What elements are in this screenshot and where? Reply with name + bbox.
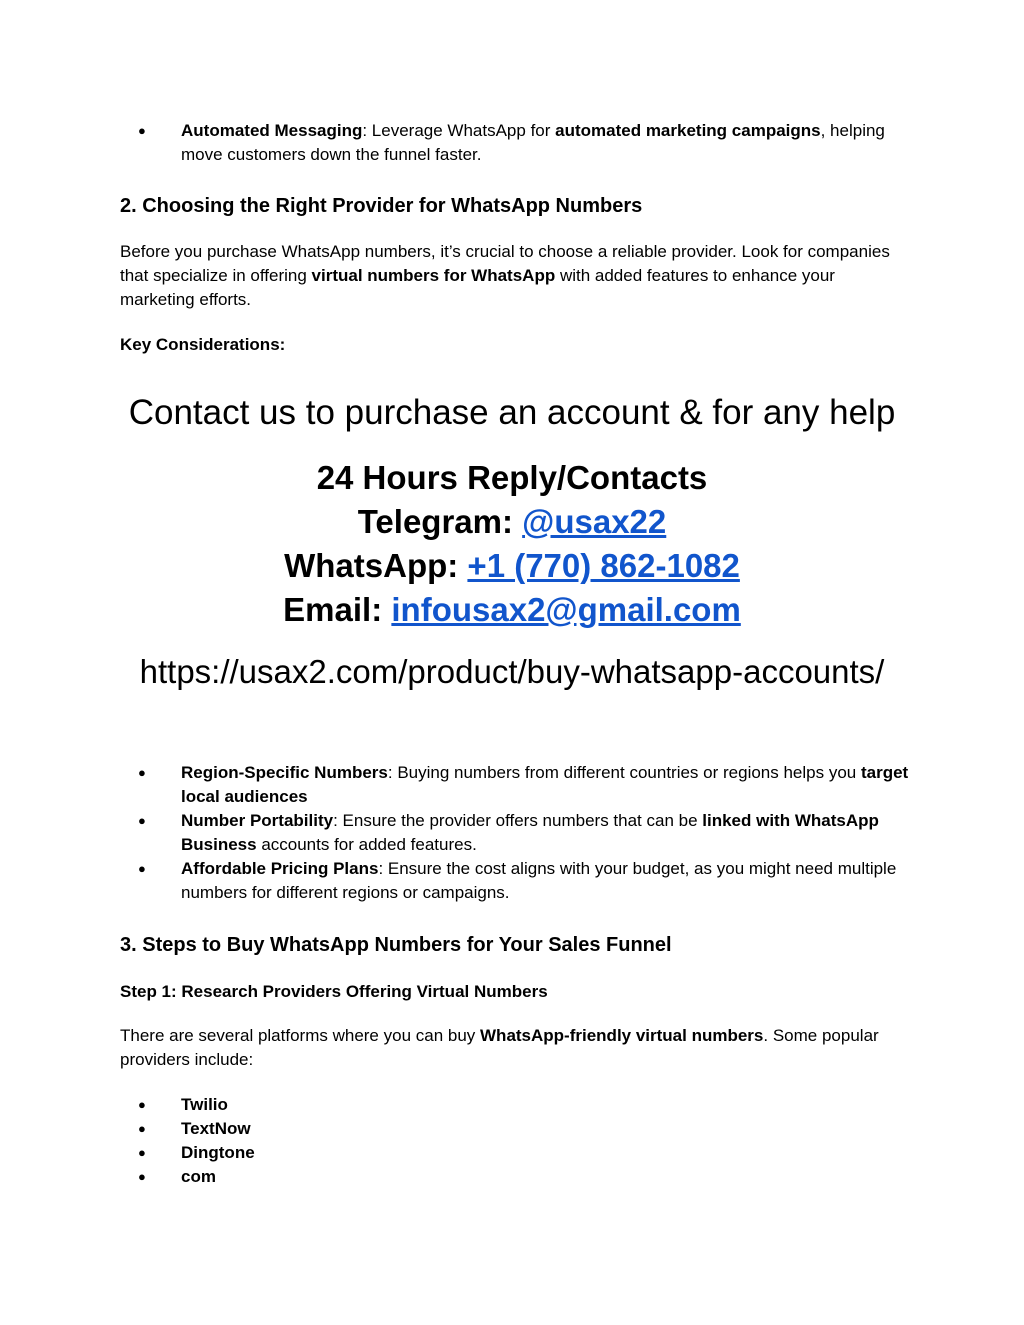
bullet-bold: target local audiences [181,763,909,806]
bullet-term: Automated Messaging [181,121,363,140]
considerations-list [120,761,910,905]
list-item [120,857,910,905]
bullet-bold: automated marketing campaigns [555,121,821,140]
bullet-dot: ● [138,1145,146,1160]
list-item [120,1093,910,1117]
email-label: Email: [283,591,392,628]
paragraph-bold: WhatsApp-friendly virtual numbers [480,1026,764,1045]
list-item [120,119,910,167]
top-bullet-list [120,119,910,167]
telegram-line [0,500,1024,544]
bullet-dot: ● [138,1097,146,1112]
contact-details [0,456,1024,632]
bullet-text: : Ensure the provider offers numbers that can be [333,811,703,830]
bullet-dot: ● [138,861,146,876]
hours-line: 24 Hours Reply/Contacts [316,459,708,496]
bullet-text: : Ensure the cost aligns with your budget, as you might need multiple numbers for different regions or campaigns. [181,859,897,902]
paragraph-text-end: with added features to enhance your marketing efforts. [120,266,835,309]
paragraph-text-end: . Some popular providers include: [120,1026,879,1069]
bullet-term: Region-Specific Numbers [181,763,388,782]
bullet-text-end: accounts for added features. [256,835,477,854]
provider-name: Twilio [181,1095,228,1114]
list-item [120,1165,910,1189]
step1-heading: Step 1: Research Providers Offering Virtual Numbers [120,982,548,1001]
bullet-dot: ● [138,765,146,780]
contact-url: https://usax2.com/product/buy-whatsapp-accounts/ [139,653,885,690]
provider-name: TextNow [181,1119,251,1138]
list-item [120,1141,910,1165]
providers-list [120,1093,910,1189]
section3-paragraph [120,1024,900,1072]
provider-name: Dingtone [181,1143,255,1162]
list-item [120,1117,910,1141]
list-item [120,761,910,809]
bullet-text: : Buying numbers from different countries or regions helps you [387,763,861,782]
bullet-dot: ● [138,813,146,828]
list-item [120,809,910,857]
provider-name: com [181,1167,216,1186]
section-heading-2: 2. Choosing the Right Provider for WhatsApp Numbers [120,195,643,217]
bullet-dot: ● [138,1169,146,1184]
whatsapp-label: WhatsApp: [284,547,468,584]
email-link[interactable]: infousax2@gmail.com [391,591,741,628]
bullet-text: : Leverage WhatsApp for [362,121,556,140]
paragraph-text: There are several platforms where you can buy [120,1026,481,1045]
paragraph-bold: virtual numbers for WhatsApp [311,266,556,285]
paragraph-text: Before you purchase WhatsApp numbers, it’s crucial to choose a reliable provider. Look for companies that specialize in offering [120,242,890,285]
telegram-link[interactable]: @usax22 [522,503,667,540]
telegram-label: Telegram: [357,503,523,540]
whatsapp-link[interactable]: +1 (770) 862-1082 [467,547,740,584]
contact-title: Contact us to purchase an account & for any help [128,393,896,432]
key-considerations-heading: Key Considerations: [120,335,286,354]
whatsapp-line [0,544,1024,588]
bullet-bold: linked with WhatsApp Business [181,811,879,854]
bullet-term: Number Portability [181,811,334,830]
section-heading-3: 3. Steps to Buy WhatsApp Numbers for Your Sales Funnel [120,934,672,956]
bullet-term: Affordable Pricing Plans [181,859,379,878]
bullet-dot: ● [138,123,146,138]
email-line [0,588,1024,632]
bullet-text-end: , helping move customers down the funnel faster. [181,121,885,164]
bullet-dot: ● [138,1121,146,1136]
section2-paragraph [120,240,900,312]
